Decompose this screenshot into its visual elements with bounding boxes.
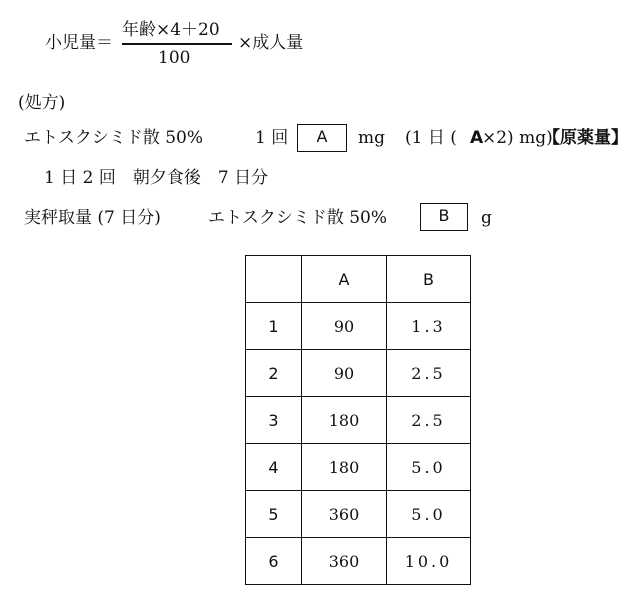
table-row[interactable] bbox=[246, 491, 471, 538]
table-row[interactable] bbox=[246, 350, 471, 397]
actual-amount-label: 実秤取量 (7 日分) bbox=[24, 208, 161, 228]
per-dose-label: 1 回 bbox=[255, 128, 289, 148]
value-b: 5.0 bbox=[387, 491, 471, 538]
choice-number: 1 bbox=[246, 303, 302, 350]
daily-dose-a: A bbox=[470, 128, 484, 148]
value-a: 180 bbox=[302, 397, 387, 444]
choice-number: 3 bbox=[246, 397, 302, 444]
formula-rhs: ×成人量 bbox=[238, 33, 304, 53]
drug-name: エトスクシミド散 50% bbox=[24, 128, 204, 148]
choice-number: 6 bbox=[246, 538, 302, 585]
value-b: 5.0 bbox=[387, 444, 471, 491]
formula-lhs: 小児量＝ bbox=[45, 33, 113, 53]
unit-mg: mg bbox=[358, 128, 386, 148]
header-cell-a: A bbox=[302, 256, 387, 303]
formula-denominator: 100 bbox=[158, 48, 191, 68]
table-header-row bbox=[246, 256, 471, 303]
value-b: 2.5 bbox=[387, 397, 471, 444]
table-row[interactable] bbox=[246, 444, 471, 491]
value-b: 10.0 bbox=[387, 538, 471, 585]
answer-box-a: A bbox=[297, 124, 347, 152]
table-row[interactable] bbox=[246, 303, 471, 350]
daily-dose-open: (1 日 ( bbox=[405, 128, 457, 148]
header-cell-b: B bbox=[387, 256, 471, 303]
value-a: 360 bbox=[302, 491, 387, 538]
choice-number: 2 bbox=[246, 350, 302, 397]
value-b: 1.3 bbox=[387, 303, 471, 350]
unit-g: g bbox=[481, 208, 492, 228]
answer-box-b: B bbox=[420, 203, 468, 231]
value-a: 360 bbox=[302, 538, 387, 585]
raw-drug-note: 【原薬量】 bbox=[543, 128, 628, 148]
value-b: 2.5 bbox=[387, 350, 471, 397]
value-a: 90 bbox=[302, 303, 387, 350]
dosing-schedule: 1 日 2 回 朝夕食後 7 日分 bbox=[44, 168, 269, 188]
value-a: 180 bbox=[302, 444, 387, 491]
fraction-bar bbox=[122, 43, 232, 45]
table-row[interactable] bbox=[246, 397, 471, 444]
header-cell-blank bbox=[246, 256, 302, 303]
choices-table bbox=[245, 255, 471, 585]
choice-number: 5 bbox=[246, 491, 302, 538]
choice-number: 4 bbox=[246, 444, 302, 491]
prescription-heading: (処方) bbox=[18, 93, 66, 113]
formula-numerator: 年齢×4＋20 bbox=[122, 20, 220, 40]
daily-dose-mult: ×2) mg) bbox=[482, 128, 553, 148]
table-row[interactable] bbox=[246, 538, 471, 585]
value-a: 90 bbox=[302, 350, 387, 397]
actual-drug-name: エトスクシミド散 50% bbox=[208, 208, 388, 228]
